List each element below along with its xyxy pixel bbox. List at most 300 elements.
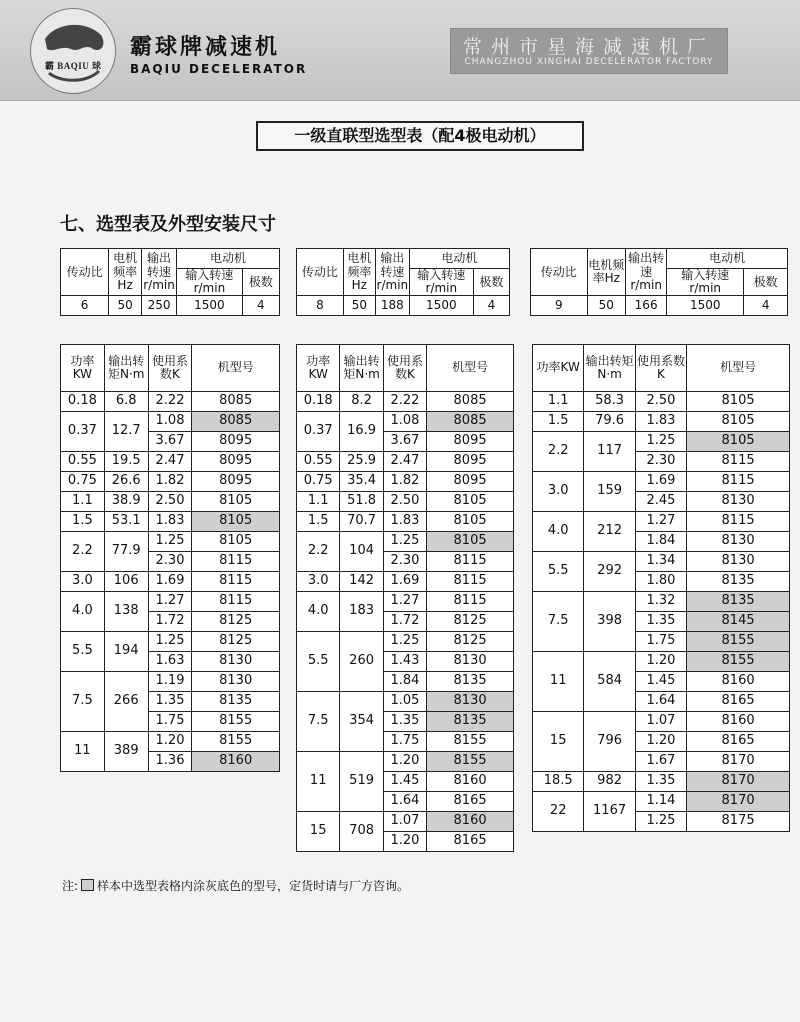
table-row (297, 512, 514, 532)
col-header-input-speed: 输入转速r/min (409, 269, 473, 296)
table-row (297, 492, 514, 512)
service-factor-value: 1.20 (635, 732, 686, 752)
power-value: 1.1 (61, 492, 105, 512)
torque-value: 159 (584, 472, 635, 512)
model-value: 8175 (687, 812, 790, 832)
model-value: 8135 (687, 572, 790, 592)
page-title: 一级直联型选型表（配4极电动机） (256, 121, 584, 151)
table-row (533, 512, 790, 532)
service-factor-value: 2.22 (148, 392, 192, 412)
torque-value: 266 (104, 672, 148, 732)
model-value: 8095 (192, 452, 280, 472)
service-factor-value: 1.20 (383, 832, 426, 852)
torque-value: 38.9 (104, 492, 148, 512)
service-factor-value: 1.64 (383, 792, 426, 812)
model-value: 8130 (687, 552, 790, 572)
power-value: 11 (533, 652, 584, 712)
ratio-value: 9 (531, 296, 588, 316)
freq-value: 50 (343, 296, 375, 316)
power-value: 15 (533, 712, 584, 772)
power-value: 5.5 (297, 632, 340, 692)
service-factor-value: 1.45 (383, 772, 426, 792)
table-row (533, 792, 790, 812)
model-value: 8105 (687, 412, 790, 432)
power-value: 1.5 (533, 412, 584, 432)
power-value: 0.37 (297, 412, 340, 452)
table-row (533, 652, 790, 672)
model-value: 8125 (427, 612, 514, 632)
poles-value: 4 (744, 296, 788, 316)
service-factor-value: 1.35 (383, 712, 426, 732)
model-value: 8125 (192, 632, 280, 652)
model-value: 8095 (192, 472, 280, 492)
service-factor-value: 1.07 (383, 812, 426, 832)
table-row (297, 632, 514, 652)
power-value: 4.0 (61, 592, 105, 632)
model-value: 8085 (427, 392, 514, 412)
torque-value: 292 (584, 552, 635, 592)
torque-value: 8.2 (340, 392, 383, 412)
col-header-motor-freq: 电机频率Hz (343, 249, 375, 296)
col-header-model: 机型号 (192, 345, 280, 392)
poles-value: 4 (242, 296, 279, 316)
logo-text: 霸 BAQIU 球 (45, 61, 102, 71)
power-value: 0.75 (297, 472, 340, 492)
col-header-ratio: 传动比 (61, 249, 109, 296)
model-value: 8160 (427, 812, 514, 832)
table-row (297, 752, 514, 772)
power-value: 0.55 (297, 452, 340, 472)
globe-logo-icon (31, 9, 115, 93)
service-factor-value: 1.84 (635, 532, 686, 552)
output-speed-value: 188 (375, 296, 409, 316)
model-value: 8155 (192, 732, 280, 752)
model-value: 8105 (427, 532, 514, 552)
model-value: 8115 (427, 572, 514, 592)
table-row (297, 472, 514, 492)
service-factor-value: 1.05 (383, 692, 426, 712)
ratio-table (530, 248, 788, 316)
service-factor-value: 1.75 (383, 732, 426, 752)
torque-value: 58.3 (584, 392, 635, 412)
torque-value: 389 (104, 732, 148, 772)
service-factor-value: 1.82 (383, 472, 426, 492)
service-factor-value: 1.08 (148, 412, 192, 432)
table-row (61, 572, 280, 592)
power-value: 2.2 (61, 532, 105, 572)
col-header-power: 功率KW (533, 345, 584, 392)
freq-value: 50 (587, 296, 626, 316)
model-value: 8115 (192, 552, 280, 572)
freq-value: 50 (109, 296, 142, 316)
section-heading: 七、选型表及外型安装尺寸 (60, 214, 276, 235)
selection-table (296, 344, 514, 852)
service-factor-value: 1.64 (635, 692, 686, 712)
ratio-table (296, 248, 510, 316)
table-row (61, 392, 280, 412)
torque-value: 519 (340, 752, 383, 812)
table-row (61, 412, 280, 432)
brand-name-cn: 霸球牌减速机 (130, 35, 281, 60)
model-value: 8095 (427, 432, 514, 452)
power-value: 7.5 (297, 692, 340, 752)
torque-value: 12.7 (104, 412, 148, 452)
model-value: 8165 (687, 692, 790, 712)
model-value: 8160 (427, 772, 514, 792)
model-value: 8160 (687, 672, 790, 692)
service-factor-value: 1.45 (635, 672, 686, 692)
model-value: 8095 (427, 452, 514, 472)
model-value: 8170 (687, 772, 790, 792)
service-factor-value: 1.72 (383, 612, 426, 632)
output-speed-value: 166 (626, 296, 667, 316)
power-value: 0.18 (297, 392, 340, 412)
poles-value: 4 (473, 296, 509, 316)
torque-value: 982 (584, 772, 635, 792)
factory-name-en: CHANGZHOU XINGHAI DECELERATOR FACTORY (464, 57, 714, 67)
service-factor-value: 1.25 (635, 812, 686, 832)
model-value: 8125 (192, 612, 280, 632)
model-value: 8130 (427, 692, 514, 712)
service-factor-value: 1.83 (383, 512, 426, 532)
service-factor-value: 1.27 (148, 592, 192, 612)
col-header-output-speed: 输出转速r/min (375, 249, 409, 296)
model-value: 8155 (687, 652, 790, 672)
model-value: 8105 (192, 532, 280, 552)
model-value: 8115 (687, 512, 790, 532)
gray-swatch-icon (81, 879, 94, 891)
model-value: 8085 (192, 412, 280, 432)
power-value: 7.5 (533, 592, 584, 652)
col-header-output-torque: 输出转矩N·m (340, 345, 383, 392)
table-row (533, 412, 790, 432)
service-factor-value: 2.47 (148, 452, 192, 472)
torque-value: 35.4 (340, 472, 383, 492)
torque-value: 26.6 (104, 472, 148, 492)
col-header-output-speed: 输出转速r/min (142, 249, 177, 296)
service-factor-value: 1.25 (148, 532, 192, 552)
model-value: 8105 (687, 432, 790, 452)
service-factor-value: 1.69 (148, 572, 192, 592)
torque-value: 260 (340, 632, 383, 692)
col-header-model: 机型号 (427, 345, 514, 392)
brand-logo (30, 8, 116, 94)
selection-table (532, 344, 790, 832)
col-header-input-speed: 输入转速r/min (177, 269, 243, 296)
model-value: 8115 (427, 592, 514, 612)
service-factor-value: 1.69 (383, 572, 426, 592)
table-row (297, 532, 514, 552)
torque-value: 398 (584, 592, 635, 652)
col-header-output-speed: 输出转速r/min (626, 249, 667, 296)
power-value: 11 (61, 732, 105, 772)
model-value: 8105 (192, 492, 280, 512)
output-speed-value: 250 (142, 296, 177, 316)
service-factor-value: 2.22 (383, 392, 426, 412)
torque-value: 19.5 (104, 452, 148, 472)
power-value: 22 (533, 792, 584, 832)
power-value: 3.0 (297, 572, 340, 592)
service-factor-value: 1.25 (383, 632, 426, 652)
table-row (61, 532, 280, 552)
torque-value: 106 (104, 572, 148, 592)
table-row (61, 512, 280, 532)
service-factor-value: 1.25 (383, 532, 426, 552)
power-value: 4.0 (533, 512, 584, 552)
power-value: 0.75 (61, 472, 105, 492)
table-row (297, 592, 514, 612)
power-value: 7.5 (61, 672, 105, 732)
col-header-motor-freq: 电机频率Hz (587, 249, 626, 296)
service-factor-value: 1.20 (635, 652, 686, 672)
torque-value: 796 (584, 712, 635, 772)
model-value: 8105 (427, 492, 514, 512)
service-factor-value: 1.20 (383, 752, 426, 772)
model-value: 8085 (192, 392, 280, 412)
model-value: 8130 (687, 492, 790, 512)
service-factor-value: 2.30 (635, 452, 686, 472)
torque-value: 708 (340, 812, 383, 852)
service-factor-value: 1.75 (635, 632, 686, 652)
service-factor-value: 1.27 (635, 512, 686, 532)
service-factor-value: 1.19 (148, 672, 192, 692)
model-value: 8165 (427, 832, 514, 852)
model-value: 8105 (687, 392, 790, 412)
col-header-motor: 电动机 (409, 249, 509, 269)
service-factor-value: 1.67 (635, 752, 686, 772)
model-value: 8160 (192, 752, 280, 772)
service-factor-value: 3.67 (148, 432, 192, 452)
service-factor-value: 1.20 (148, 732, 192, 752)
selection-table (60, 344, 280, 772)
col-header-ratio: 传动比 (531, 249, 588, 296)
note-text: 样本中选型表格内涂灰底色的型号，定货时请与厂方咨询。 (97, 879, 410, 893)
model-value: 8165 (687, 732, 790, 752)
page-header (0, 0, 800, 101)
model-value: 8105 (427, 512, 514, 532)
model-value: 8115 (192, 592, 280, 612)
table-row (533, 772, 790, 792)
table-row (297, 692, 514, 712)
service-factor-value: 1.43 (383, 652, 426, 672)
table-row (533, 472, 790, 492)
power-value: 2.2 (533, 432, 584, 472)
torque-value: 51.8 (340, 492, 383, 512)
service-factor-value: 2.50 (635, 392, 686, 412)
power-value: 1.5 (61, 512, 105, 532)
torque-value: 183 (340, 592, 383, 632)
col-header-poles: 极数 (473, 269, 509, 296)
power-value: 3.0 (61, 572, 105, 592)
service-factor-value: 2.50 (383, 492, 426, 512)
service-factor-value: 1.83 (148, 512, 192, 532)
service-factor-value: 1.75 (148, 712, 192, 732)
service-factor-value: 1.35 (635, 612, 686, 632)
model-value: 8135 (687, 592, 790, 612)
torque-value: 142 (340, 572, 383, 592)
power-value: 0.37 (61, 412, 105, 452)
service-factor-value: 1.69 (635, 472, 686, 492)
col-header-input-speed: 输入转速r/min (667, 269, 744, 296)
service-factor-value: 2.45 (635, 492, 686, 512)
table-row (61, 672, 280, 692)
power-value: 1.1 (297, 492, 340, 512)
torque-value: 25.9 (340, 452, 383, 472)
table-row (61, 472, 280, 492)
col-header-output-torque: 输出转矩N·m (104, 345, 148, 392)
model-value: 8130 (427, 652, 514, 672)
torque-value: 212 (584, 512, 635, 552)
col-header-service-factor: 使用系数K (383, 345, 426, 392)
service-factor-value: 1.27 (383, 592, 426, 612)
power-value: 1.5 (297, 512, 340, 532)
model-value: 8135 (192, 692, 280, 712)
col-header-poles: 极数 (744, 269, 788, 296)
col-header-output-torque: 输出转矩N·m (584, 345, 635, 392)
table-row (297, 392, 514, 412)
torque-value: 53.1 (104, 512, 148, 532)
service-factor-value: 2.30 (148, 552, 192, 572)
col-header-service-factor: 使用系数K (635, 345, 686, 392)
model-value: 8130 (192, 652, 280, 672)
model-value: 8145 (687, 612, 790, 632)
service-factor-value: 1.34 (635, 552, 686, 572)
col-header-model: 机型号 (687, 345, 790, 392)
table-row (533, 552, 790, 572)
model-value: 8155 (427, 752, 514, 772)
col-header-service-factor: 使用系数K (148, 345, 192, 392)
model-value: 8130 (192, 672, 280, 692)
table-row (61, 592, 280, 612)
model-value: 8115 (427, 552, 514, 572)
footnote (62, 877, 409, 894)
factory-banner (450, 28, 728, 74)
input-speed-value: 1500 (409, 296, 473, 316)
model-value: 8115 (192, 572, 280, 592)
table-row (61, 732, 280, 752)
service-factor-value: 1.82 (148, 472, 192, 492)
model-value: 8135 (427, 672, 514, 692)
col-header-power: 功率KW (297, 345, 340, 392)
model-value: 8165 (427, 792, 514, 812)
service-factor-value: 1.25 (635, 432, 686, 452)
torque-value: 70.7 (340, 512, 383, 532)
service-factor-value: 2.50 (148, 492, 192, 512)
input-speed-value: 1500 (667, 296, 744, 316)
power-value: 5.5 (533, 552, 584, 592)
service-factor-value: 1.08 (383, 412, 426, 432)
service-factor-value: 2.30 (383, 552, 426, 572)
torque-value: 117 (584, 432, 635, 472)
service-factor-value: 1.07 (635, 712, 686, 732)
service-factor-value: 1.32 (635, 592, 686, 612)
ratio-value: 8 (297, 296, 344, 316)
power-value: 0.18 (61, 392, 105, 412)
service-factor-value: 1.25 (148, 632, 192, 652)
power-value: 2.2 (297, 532, 340, 572)
table-row (297, 452, 514, 472)
power-value: 0.55 (61, 452, 105, 472)
model-value: 8135 (427, 712, 514, 732)
service-factor-value: 1.72 (148, 612, 192, 632)
service-factor-value: 1.14 (635, 792, 686, 812)
model-value: 8155 (687, 632, 790, 652)
model-value: 8105 (192, 512, 280, 532)
brand-name-en: BAQIU DECELERATOR (130, 62, 308, 76)
col-header-motor: 电动机 (177, 249, 280, 269)
table-row (297, 412, 514, 432)
torque-value: 1167 (584, 792, 635, 832)
power-value: 5.5 (61, 632, 105, 672)
power-value: 11 (297, 752, 340, 812)
model-value: 8155 (427, 732, 514, 752)
model-value: 8095 (427, 472, 514, 492)
power-value: 1.1 (533, 392, 584, 412)
power-value: 4.0 (297, 592, 340, 632)
power-value: 3.0 (533, 472, 584, 512)
service-factor-value: 1.35 (148, 692, 192, 712)
col-header-motor: 电动机 (667, 249, 788, 269)
service-factor-value: 2.47 (383, 452, 426, 472)
torque-value: 6.8 (104, 392, 148, 412)
model-value: 8155 (192, 712, 280, 732)
power-value: 18.5 (533, 772, 584, 792)
power-value: 15 (297, 812, 340, 852)
factory-name-cn: 常州市星海减速机厂 (462, 36, 715, 58)
model-value: 8170 (687, 792, 790, 812)
table-row (61, 492, 280, 512)
col-header-ratio: 传动比 (297, 249, 344, 296)
table-row (61, 632, 280, 652)
model-value: 8085 (427, 412, 514, 432)
torque-value: 194 (104, 632, 148, 672)
ratio-value: 6 (61, 296, 109, 316)
col-header-motor-freq: 电机频率Hz (109, 249, 142, 296)
service-factor-value: 1.35 (635, 772, 686, 792)
note-prefix: 注: (62, 879, 79, 893)
model-value: 8115 (687, 472, 790, 492)
table-row (533, 712, 790, 732)
table-row (61, 452, 280, 472)
model-value: 8095 (192, 432, 280, 452)
table-row (297, 812, 514, 832)
torque-value: 584 (584, 652, 635, 712)
service-factor-value: 1.80 (635, 572, 686, 592)
table-row (297, 572, 514, 592)
torque-value: 79.6 (584, 412, 635, 432)
service-factor-value: 1.83 (635, 412, 686, 432)
torque-value: 16.9 (340, 412, 383, 452)
service-factor-value: 1.84 (383, 672, 426, 692)
model-value: 8125 (427, 632, 514, 652)
model-value: 8130 (687, 532, 790, 552)
input-speed-value: 1500 (177, 296, 243, 316)
service-factor-value: 3.67 (383, 432, 426, 452)
table-row (533, 592, 790, 612)
ratio-table (60, 248, 280, 316)
table-row (533, 392, 790, 412)
torque-value: 354 (340, 692, 383, 752)
service-factor-value: 1.63 (148, 652, 192, 672)
service-factor-value: 1.36 (148, 752, 192, 772)
table-row (533, 432, 790, 452)
torque-value: 77.9 (104, 532, 148, 572)
model-value: 8170 (687, 752, 790, 772)
model-value: 8160 (687, 712, 790, 732)
torque-value: 104 (340, 532, 383, 572)
col-header-power: 功率KW (61, 345, 105, 392)
model-value: 8115 (687, 452, 790, 472)
